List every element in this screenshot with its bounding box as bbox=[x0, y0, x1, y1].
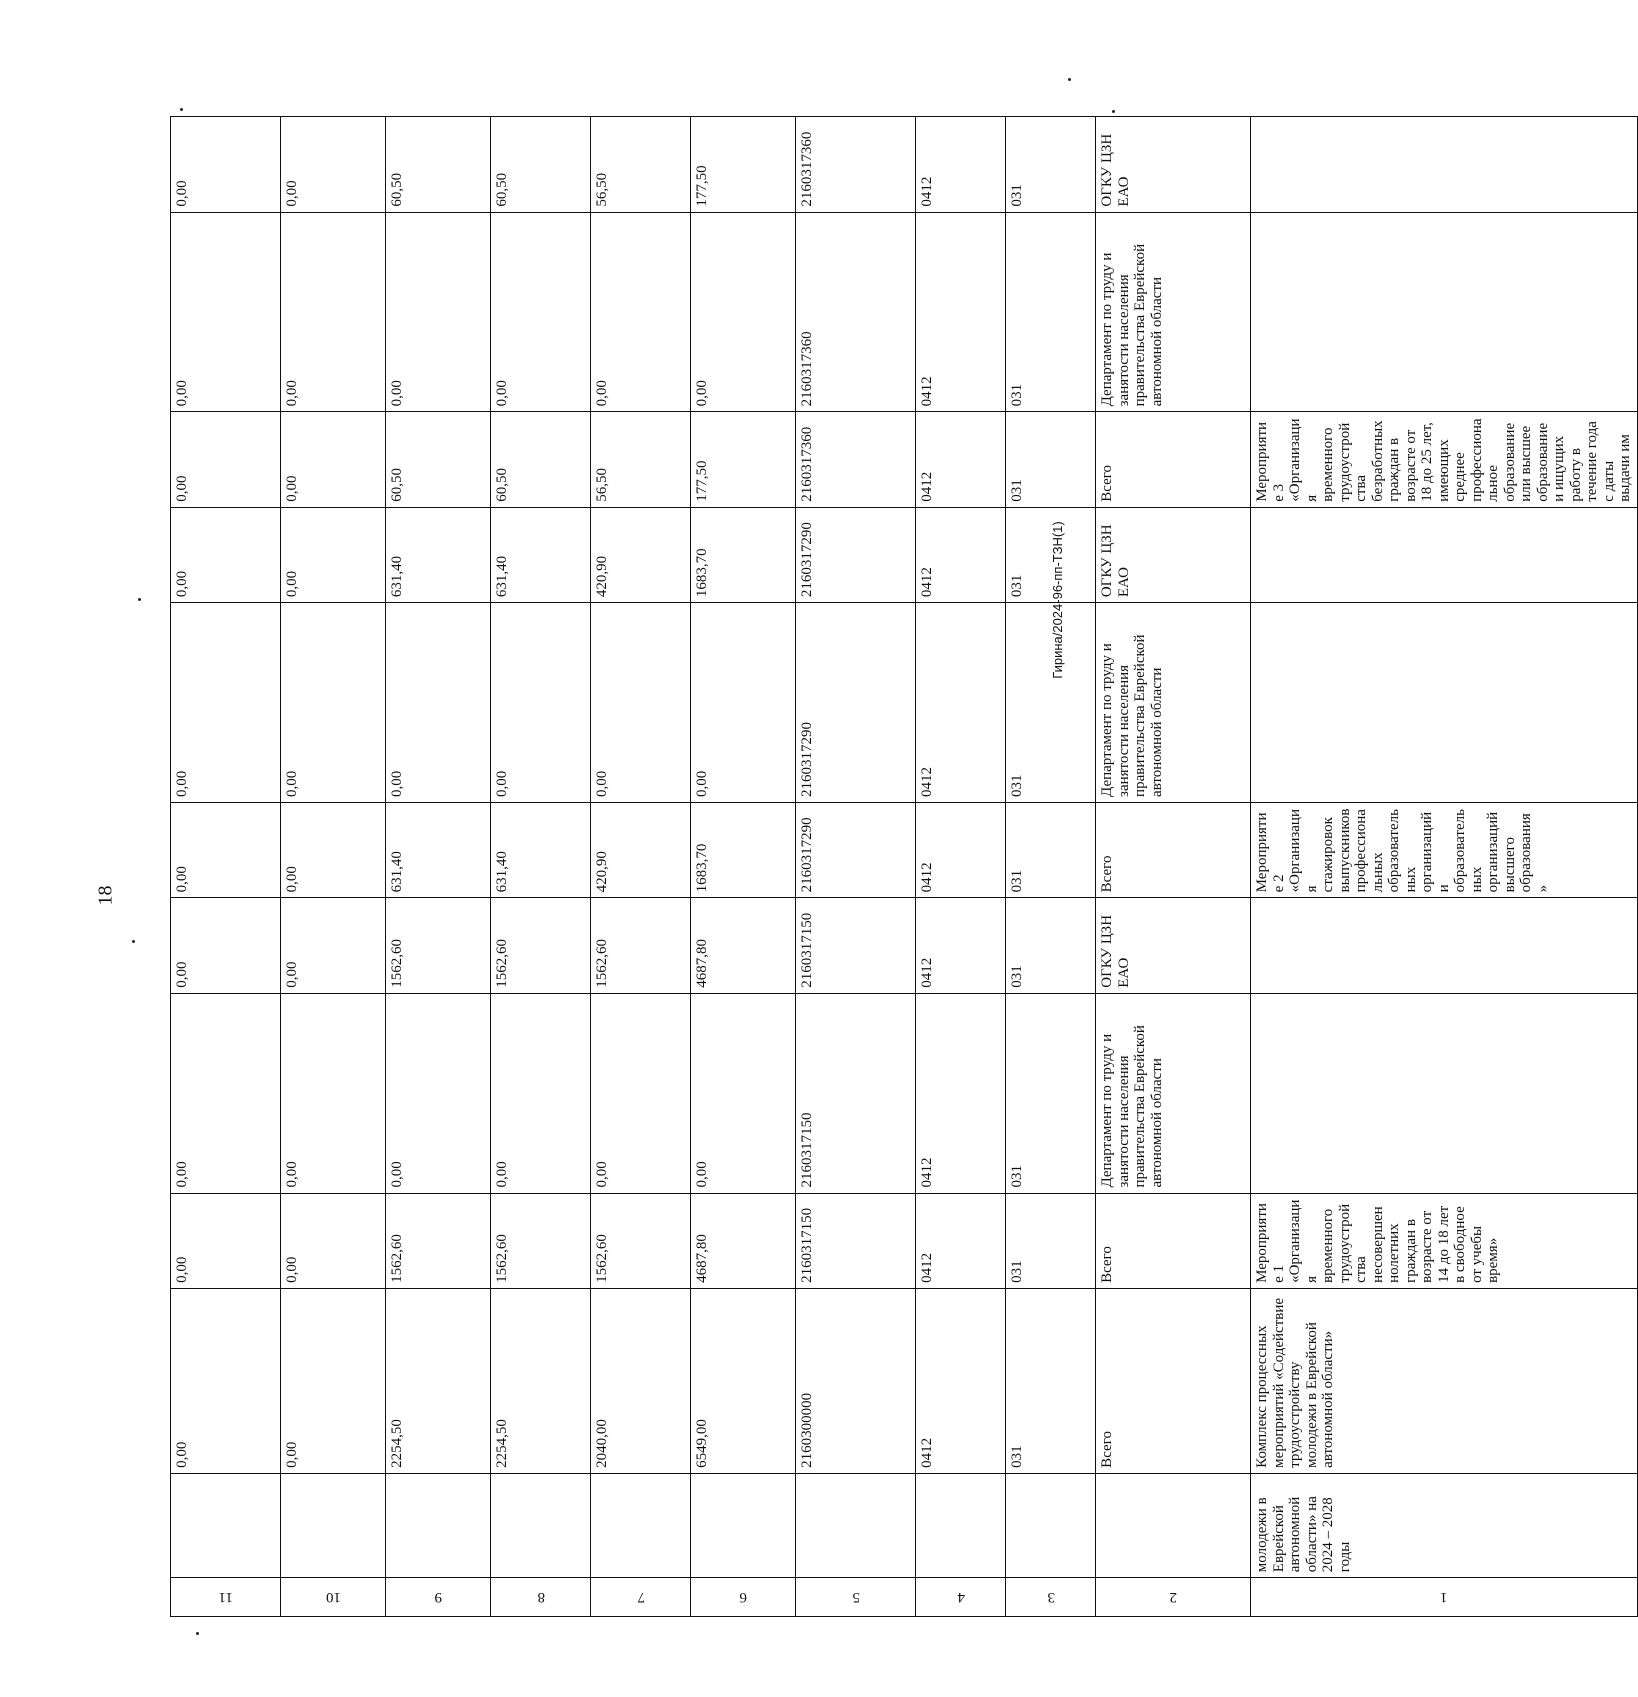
table-cell: 0,00 bbox=[281, 1288, 386, 1473]
table-cell: 031 bbox=[1006, 117, 1096, 212]
table-cell: 60,50 bbox=[386, 117, 491, 212]
table-cell: 0,00 bbox=[491, 603, 591, 803]
table-row bbox=[171, 117, 281, 1617]
table-cell bbox=[1251, 117, 1638, 212]
table-cell: 0,00 bbox=[171, 212, 281, 412]
table-cell: 0412 bbox=[916, 603, 1006, 803]
table-cell bbox=[1251, 212, 1638, 412]
column-header: 9 bbox=[386, 1578, 491, 1617]
scan-speck bbox=[196, 1632, 199, 1635]
table-cell bbox=[1251, 898, 1638, 993]
table-cell: 177,50 bbox=[691, 117, 796, 212]
table-cell: ОГКУ ЦЗН ЕАО bbox=[1096, 507, 1251, 602]
table-cell bbox=[591, 1473, 691, 1577]
table-cell bbox=[1096, 1473, 1251, 1577]
table-cell: 0,00 bbox=[386, 993, 491, 1193]
table-cell: 0,00 bbox=[171, 802, 281, 897]
table-cell: 0,00 bbox=[171, 1288, 281, 1473]
table-cell bbox=[171, 1473, 281, 1577]
table-cell: 0,00 bbox=[281, 802, 386, 897]
table-cell bbox=[1251, 993, 1638, 1193]
scan-speck bbox=[132, 940, 135, 943]
table-cell bbox=[691, 1473, 796, 1577]
table-cell: 0412 bbox=[916, 507, 1006, 602]
table-cell: 031 bbox=[1006, 802, 1096, 897]
column-header: 3 bbox=[1006, 1578, 1096, 1617]
table-cell: 0,00 bbox=[171, 603, 281, 803]
scan-speck bbox=[1068, 78, 1071, 81]
table-cell: 0,00 bbox=[591, 603, 691, 803]
table-cell: 0412 bbox=[916, 117, 1006, 212]
scan-speck bbox=[138, 598, 141, 601]
table-cell: 031 bbox=[1006, 1288, 1096, 1473]
table-cell: 0,00 bbox=[281, 507, 386, 602]
scan-speck bbox=[180, 108, 183, 111]
column-header: 6 bbox=[691, 1578, 796, 1617]
table-cell: 2160317290 bbox=[796, 802, 916, 897]
table-cell: 420,90 bbox=[591, 802, 691, 897]
table-cell: 031 bbox=[1006, 603, 1096, 803]
table-cell: 1683,70 bbox=[691, 507, 796, 602]
table-cell: 0412 bbox=[916, 898, 1006, 993]
table-cell bbox=[796, 1473, 916, 1577]
table-cell: 0412 bbox=[916, 802, 1006, 897]
table-cell bbox=[1251, 603, 1638, 803]
table-cell: 0,00 bbox=[491, 212, 591, 412]
table-cell: 0,00 bbox=[281, 898, 386, 993]
table-cell: 1562,60 bbox=[386, 1193, 491, 1288]
table-cell: ОГКУ ЦЗН ЕАО bbox=[1096, 898, 1251, 993]
column-header: 5 bbox=[796, 1578, 916, 1617]
column-header: 11 bbox=[171, 1578, 281, 1617]
table-cell: 1562,60 bbox=[491, 898, 591, 993]
table-cell: 0412 bbox=[916, 1193, 1006, 1288]
table-cell: 0412 bbox=[916, 212, 1006, 412]
table-cell: 0,00 bbox=[171, 117, 281, 212]
table-cell: 0412 bbox=[916, 1288, 1006, 1473]
table-cell: 0,00 bbox=[281, 212, 386, 412]
table-cell bbox=[1251, 507, 1638, 602]
table-cell: 2160317150 bbox=[796, 898, 916, 993]
table-cell: Мероприятие 1 «Организация временного трудоустройства несовершеннолетних граждан в возрасте от 14 до 18 лет в свободное от учебы время» bbox=[1251, 1193, 1638, 1288]
table-row bbox=[796, 117, 916, 1617]
table-cell: 631,40 bbox=[491, 802, 591, 897]
table-cell: 1562,60 bbox=[591, 1193, 691, 1288]
budget-table bbox=[170, 116, 1638, 1617]
table-cell: 60,50 bbox=[491, 412, 591, 507]
table-cell: 2160317360 bbox=[796, 212, 916, 412]
table-cell: ОГКУ ЦЗН ЕАО bbox=[1096, 117, 1251, 212]
table-cell: 0,00 bbox=[591, 212, 691, 412]
table-cell: 0,00 bbox=[281, 993, 386, 1193]
table-cell: 2160317150 bbox=[796, 993, 916, 1193]
table-row bbox=[491, 117, 591, 1617]
table-cell: Всего bbox=[1096, 802, 1251, 897]
table-row bbox=[1096, 117, 1251, 1617]
table-row bbox=[691, 117, 796, 1617]
table-cell: 1562,60 bbox=[591, 898, 691, 993]
table-cell: Всего bbox=[1096, 412, 1251, 507]
table-cell: 031 bbox=[1006, 412, 1096, 507]
table-row bbox=[281, 117, 386, 1617]
table-row bbox=[386, 117, 491, 1617]
table-cell: 2160317360 bbox=[796, 412, 916, 507]
table-cell: 60,50 bbox=[386, 412, 491, 507]
table-cell: Департамент по труду и занятости населения правительства Еврейской автономной области bbox=[1096, 212, 1251, 412]
column-header: 4 bbox=[916, 1578, 1006, 1617]
table-cell: 420,90 bbox=[591, 507, 691, 602]
column-header: 8 bbox=[491, 1578, 591, 1617]
table-row bbox=[1251, 117, 1638, 1617]
table-cell: 0,00 bbox=[691, 212, 796, 412]
table-cell: 0,00 bbox=[691, 993, 796, 1193]
table-cell: 0,00 bbox=[281, 1193, 386, 1288]
table-cell bbox=[281, 1473, 386, 1577]
table-cell: 2160317360 bbox=[796, 117, 916, 212]
table-cell: 1562,60 bbox=[386, 898, 491, 993]
table-row bbox=[591, 117, 691, 1617]
table-cell: 031 bbox=[1006, 212, 1096, 412]
table-cell: 2254,50 bbox=[491, 1288, 591, 1473]
table-cell: 0,00 bbox=[386, 212, 491, 412]
table-cell: 031 bbox=[1006, 507, 1096, 602]
table-cell: молодежи в Еврейской автономной области» на 2024 – 2028 годы bbox=[1251, 1473, 1638, 1577]
table-cell bbox=[386, 1473, 491, 1577]
table-cell: 56,50 bbox=[591, 117, 691, 212]
table-cell: 2160300000 bbox=[796, 1288, 916, 1473]
table-cell: 0,00 bbox=[281, 412, 386, 507]
table-cell: 631,40 bbox=[386, 802, 491, 897]
table-cell: 0,00 bbox=[171, 898, 281, 993]
table-cell: 2160317290 bbox=[796, 507, 916, 602]
table-row bbox=[916, 117, 1006, 1617]
table-cell: 031 bbox=[1006, 993, 1096, 1193]
table-cell: 1562,60 bbox=[491, 1193, 591, 1288]
table-cell: 2254,50 bbox=[386, 1288, 491, 1473]
document-code: Гирина/2024-96-пп-ТЗН(1) bbox=[1050, 521, 1065, 679]
table-cell bbox=[916, 1473, 1006, 1577]
table-cell: Департамент по труду и занятости населения правительства Еврейской автономной области bbox=[1096, 603, 1251, 803]
column-header: 10 bbox=[281, 1578, 386, 1617]
column-header: 2 bbox=[1096, 1578, 1251, 1617]
column-header: 7 bbox=[591, 1578, 691, 1617]
table-cell: 0,00 bbox=[386, 603, 491, 803]
table-cell: 631,40 bbox=[491, 507, 591, 602]
table-cell: 2160317150 bbox=[796, 1193, 916, 1288]
table-cell: 0,00 bbox=[171, 507, 281, 602]
table-cell: 0,00 bbox=[591, 993, 691, 1193]
table-body bbox=[171, 117, 1638, 1617]
table-cell: 631,40 bbox=[386, 507, 491, 602]
table-cell: 031 bbox=[1006, 1193, 1096, 1288]
table-cell: 60,50 bbox=[491, 117, 591, 212]
page-number: 18 bbox=[94, 885, 117, 906]
table-cell: Всего bbox=[1096, 1193, 1251, 1288]
table-cell: 0412 bbox=[916, 993, 1006, 1193]
table-cell: 177,50 bbox=[691, 412, 796, 507]
table-cell: 56,50 bbox=[591, 412, 691, 507]
table-cell: 6549,00 bbox=[691, 1288, 796, 1473]
table-cell: Департамент по труду и занятости населения правительства Еврейской автономной области bbox=[1096, 993, 1251, 1193]
table-cell: 1683,70 bbox=[691, 802, 796, 897]
table-cell bbox=[491, 1473, 591, 1577]
table-cell: Комплекс процессных мероприятий «Содействие трудоустройству молодежи в Еврейской автономной области» bbox=[1251, 1288, 1638, 1473]
table-cell: 2160317290 bbox=[796, 603, 916, 803]
table-cell: 031 bbox=[1006, 898, 1096, 993]
table-row bbox=[1006, 117, 1096, 1617]
table-cell: 4687,80 bbox=[691, 1193, 796, 1288]
table-cell: Мероприятие 2 «Организация стажировок выпускников профессиональных образовательных организаций и образовательных организаций высшего образования » bbox=[1251, 802, 1638, 897]
scan-speck bbox=[1112, 110, 1115, 113]
column-header: 1 bbox=[1251, 1578, 1638, 1617]
table-cell: 0,00 bbox=[171, 1193, 281, 1288]
table-cell: 0,00 bbox=[491, 993, 591, 1193]
table-cell: Всего bbox=[1096, 1288, 1251, 1473]
table-cell: 4687,80 bbox=[691, 898, 796, 993]
table-cell: 2040,00 bbox=[591, 1288, 691, 1473]
table-cell: 0,00 bbox=[691, 603, 796, 803]
rotated-table-container bbox=[170, 117, 1633, 1617]
table-cell: 0,00 bbox=[171, 412, 281, 507]
table-cell: 0,00 bbox=[171, 993, 281, 1193]
table-cell bbox=[1006, 1473, 1096, 1577]
table-cell: 0,00 bbox=[281, 603, 386, 803]
table-cell: 0,00 bbox=[281, 117, 386, 212]
table-cell: 0412 bbox=[916, 412, 1006, 507]
table-cell: Мероприятие 3 «Организация временного трудоустройства безработных граждан в возрасте от 18 до 25 лет, имеющих среднее профессиональное образование или высшее образование и ищущих работу в течение года с даты выдачи им bbox=[1251, 412, 1638, 507]
